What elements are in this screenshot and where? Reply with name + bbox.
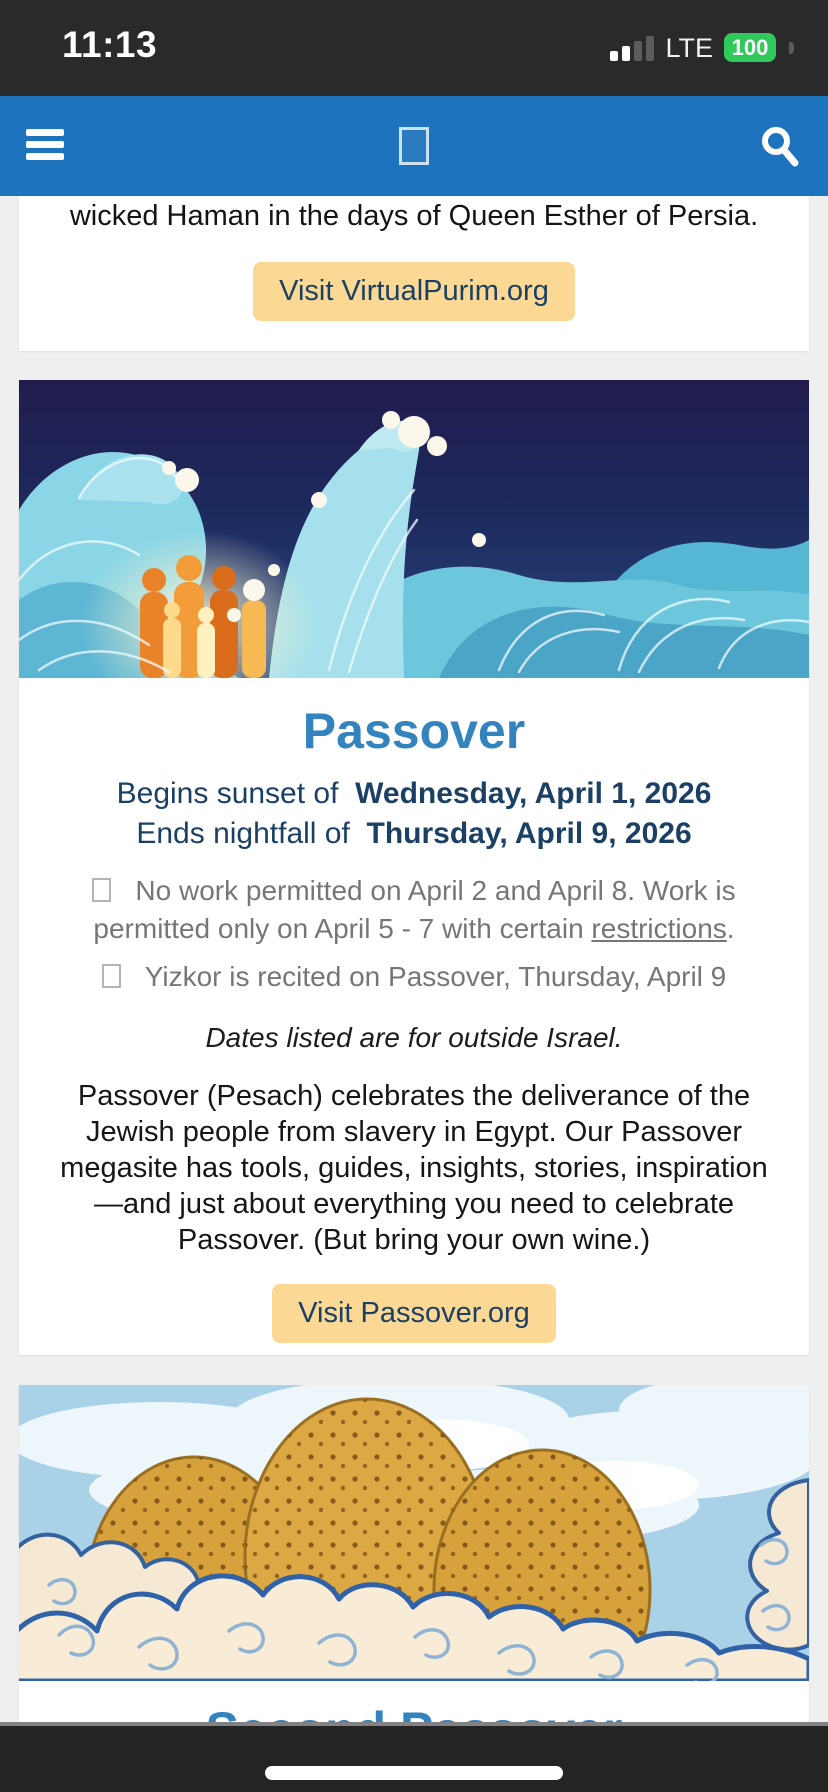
menu-icon[interactable]: [26, 129, 64, 161]
ends-date: Thursday, April 9, 2026: [366, 817, 692, 850]
logo-placeholder-icon[interactable]: [399, 127, 429, 165]
network-type-label: LTE: [665, 32, 713, 63]
battery-icon: [724, 33, 776, 62]
second-passover-banner-image: [19, 1385, 809, 1681]
note-marker-icon: [102, 964, 121, 988]
purim-card: [19, 196, 809, 351]
visit-passover-button[interactable]: Visit Passover.org: [272, 1284, 556, 1343]
passover-description: Passover (Pesach) celebrates the deliverance of the Jewish people from slavery in Egypt. Our Passover megasite has tools, guides, insights, stories, inspiration—and just about everything you need to celebrate Passover. (But bring your own wine.): [60, 1080, 768, 1256]
passover-dates: [19, 774, 809, 854]
home-indicator[interactable]: [265, 1766, 563, 1780]
yizkor-note: Yizkor is recited on Passover, Thursday, April 9: [57, 958, 771, 996]
passover-title: Passover: [302, 703, 526, 759]
cellular-signal-icon: [610, 35, 654, 61]
note-marker-icon: [92, 878, 111, 902]
status-bar: [0, 0, 828, 96]
battery-percent: 100: [731, 34, 769, 60]
app-header: [0, 96, 828, 196]
begins-date: Wednesday, April 1, 2026: [355, 777, 712, 810]
ends-line: Ends nightfall of Thursday, April 9, 2026: [136, 817, 692, 850]
restrictions-link[interactable]: restrictions: [591, 913, 727, 944]
work-restriction-note: No work permitted on April 2 and April 8. Work is permitted only on April 5 - 7 with certain restrictions.: [93, 875, 736, 944]
passover-card: [19, 380, 809, 1355]
israel-dates-note: Dates listed are for outside Israel.: [205, 1022, 623, 1053]
begins-line: Begins sunset of Wednesday, April 1, 2026: [116, 777, 712, 810]
purim-text-fragment: wicked Haman in the days of Queen Esther of Persia.: [69, 200, 759, 232]
status-indicators: [610, 33, 794, 62]
battery-nub: [789, 42, 794, 54]
holiday-notes: [19, 872, 809, 996]
passover-banner-image: [19, 380, 809, 678]
clock: 11:13: [62, 24, 158, 65]
bottom-system-bar: [0, 1722, 828, 1792]
search-icon[interactable]: [758, 124, 802, 168]
visit-virtualpurim-button[interactable]: Visit VirtualPurim.org: [253, 262, 575, 321]
